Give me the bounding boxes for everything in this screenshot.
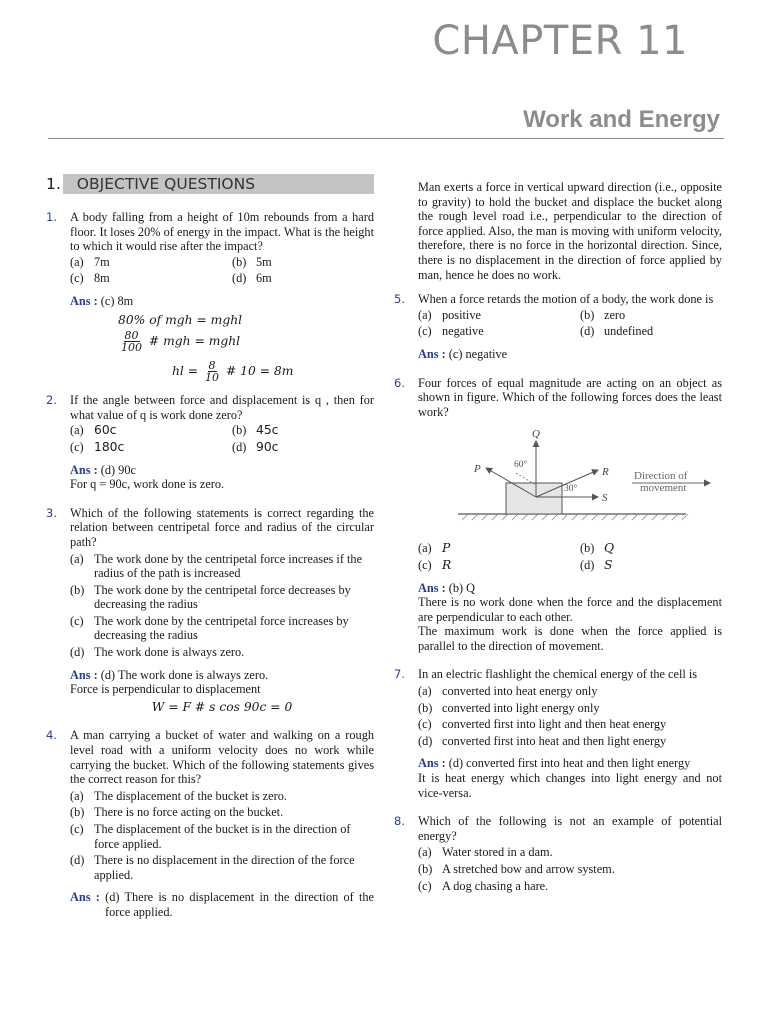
section-heading xyxy=(46,174,374,194)
question-8 xyxy=(394,814,722,893)
question-text: In an electric flashlight the chemical energy of the cell is xyxy=(418,667,698,682)
forces-diagram xyxy=(454,427,724,535)
question-6 xyxy=(394,376,722,654)
option-b: (b) zero xyxy=(580,307,626,322)
question-text: Which of the following is not an example of potential energy? xyxy=(418,814,722,843)
option-b: (b) The work done by the centripetal force decreases by decreasing the radius xyxy=(70,582,351,612)
option-c: (c) converted first into light and then heat energy xyxy=(418,717,667,732)
question-number: 4. xyxy=(46,728,57,743)
section-number: 1. xyxy=(46,174,61,193)
explanation: Force is perpendicular to displacement xyxy=(70,682,261,697)
question-text: A body falling from a height of 10m rebounds from a hard floor. It loses 20% of energy in the impact. What is the height to which it would rise after the impact? xyxy=(70,210,374,254)
q4-explanation: Man exerts a force in vertical upward direction (i.e., opposite to gravity) to hold the bucket and displace the bucket along the rough level road i.e., perpendicular to the direction of force applied. Also, the man is moving with uniform velocity, therefore, there is no force in the horizontal direction. Since, there is no displacement in the direction of force applied by man, hence he does no work. xyxy=(418,180,722,282)
equation-2: $\frac{80}{100}$ # mgh = mghl xyxy=(121,329,241,355)
option-c: (c) The work done by the centripetal force increases by decreasing the radius xyxy=(70,613,349,643)
explanation: It is heat energy which changes into light energy and not vice-versa. xyxy=(418,771,722,800)
label-r: R xyxy=(602,466,609,479)
options xyxy=(70,255,374,286)
option-b: (b) A stretched bow and arrow system. xyxy=(418,862,615,876)
answer: Ans : (d) 90c xyxy=(70,462,136,477)
answer: Ans : (d) The work done is always zero. xyxy=(70,667,269,682)
question-text: Which of the following statements is correct regarding the relation between centripetal force and radius of the circular path? xyxy=(70,505,374,549)
block xyxy=(506,483,562,514)
option-b: (b) There is no force acting on the bucket. xyxy=(70,805,284,820)
option-b: (b) 45c xyxy=(232,423,279,438)
question-7 xyxy=(394,667,722,800)
answer: Ans : (d) There is no displacement in the direction of the force applied. xyxy=(70,890,374,919)
question-text: If the angle between force and displacement is q , then for what value of q is work done zero? xyxy=(70,393,374,422)
label-s: S xyxy=(602,492,608,505)
label-p: P xyxy=(474,463,481,476)
question-3 xyxy=(46,506,374,715)
ground-hatch xyxy=(462,514,688,520)
option-c: (c) The displacement of the bucket is in the direction of force applied. xyxy=(70,822,351,851)
fraction: $\frac{8}{10}$ xyxy=(205,359,219,385)
options xyxy=(418,308,722,339)
option-c: (c) R xyxy=(418,557,452,572)
answer: Ans : (b) Q xyxy=(418,580,476,595)
right-column xyxy=(394,174,722,893)
options xyxy=(70,423,374,454)
option-c: (c) A dog chasing a hare. xyxy=(418,878,549,893)
question-text: Four forces of equal magnitude are acting on an object as shown in figure. Which of the following forces does the least work? xyxy=(418,375,722,419)
explanation: For q = 90c, work done is zero. xyxy=(70,477,225,492)
movement-label: movement xyxy=(640,482,687,495)
fraction: $\frac{80}{100}$ xyxy=(121,329,142,355)
explanation-2: The maximum work is done when the force applied is parallel to the direction of movement. xyxy=(418,624,722,653)
option-c: (c) negative xyxy=(418,324,484,339)
left-column xyxy=(46,174,374,920)
option-d: (d) 6m xyxy=(232,271,272,286)
option-a: (a) positive xyxy=(418,307,481,322)
question-number: 1. xyxy=(46,210,57,224)
question-number: 5. xyxy=(394,292,405,307)
angle-r-label: 30° xyxy=(564,484,578,495)
explanation-1: There is no work done when the force and the displacement are perpendicular to each other. xyxy=(418,595,722,624)
question-number: 7. xyxy=(394,667,405,682)
option-b: (b) converted into light energy only xyxy=(418,700,600,715)
header-divider xyxy=(48,138,724,139)
answer: Ans : (c) 8m xyxy=(70,293,134,308)
question-number: 3. xyxy=(46,505,57,520)
equation-3: hl = $\frac{8}{10}$ # 10 = 8m xyxy=(172,359,294,385)
option-a: (a) converted into heat energy only xyxy=(418,684,598,699)
chapter-heading: CHAPTER 11 xyxy=(432,18,688,64)
equation-1: 80% of mgh = mghl xyxy=(118,312,243,327)
option-d: (d) 90c xyxy=(232,439,279,454)
option-c: (c) 8m xyxy=(70,271,110,286)
question-1 xyxy=(46,210,374,383)
option-c: (c) 180c xyxy=(70,439,125,454)
equation: W = F # s cos 90c = 0 xyxy=(151,699,293,714)
option-b: (b) 5m xyxy=(232,254,272,269)
question-number: 8. xyxy=(394,814,405,829)
question-5 xyxy=(394,292,722,361)
option-a: (a) P xyxy=(418,541,451,556)
question-text: A man carrying a bucket of water and walking on a rough level road with a uniform velocity does no work while carrying the bucket. Which of the following statements gives the correct reason for this? xyxy=(70,728,374,787)
option-a: (a) The displacement of the bucket is zero. xyxy=(70,788,287,803)
option-d: (d) S xyxy=(580,557,613,572)
option-d: (d) converted first into heat and then light energy xyxy=(418,733,667,748)
options xyxy=(418,541,722,572)
question-text: When a force retards the motion of a body, the work done is xyxy=(418,292,714,307)
option-b: (b) Q xyxy=(580,541,615,556)
option-d: (d) The work done is always zero. xyxy=(70,645,245,660)
question-4 xyxy=(46,728,374,919)
option-d: (d) There is no displacement in the direction of the force applied. xyxy=(70,853,355,882)
question-number: 6. xyxy=(394,375,405,390)
direction-label: Direction of xyxy=(634,470,688,483)
option-a: (a) Water stored in a dam. xyxy=(418,845,553,860)
angle-p-label: 60° xyxy=(514,460,528,471)
answer: Ans : (c) negative xyxy=(418,346,508,361)
chapter-title: Work and Energy xyxy=(523,106,720,133)
option-a: (a) 7m xyxy=(70,254,110,269)
option-d: (d) undefined xyxy=(580,324,654,339)
option-a: (a) 60c xyxy=(70,423,117,438)
question-2 xyxy=(46,393,374,492)
section-label: OBJECTIVE QUESTIONS xyxy=(63,174,374,194)
option-a: (a) The work done by the centripetal force increases if the radius of the path is increased xyxy=(70,551,363,581)
answer: Ans : (d) converted first into heat and then light energy xyxy=(418,756,691,771)
question-number: 2. xyxy=(46,393,57,408)
label-q: Q xyxy=(532,428,540,441)
